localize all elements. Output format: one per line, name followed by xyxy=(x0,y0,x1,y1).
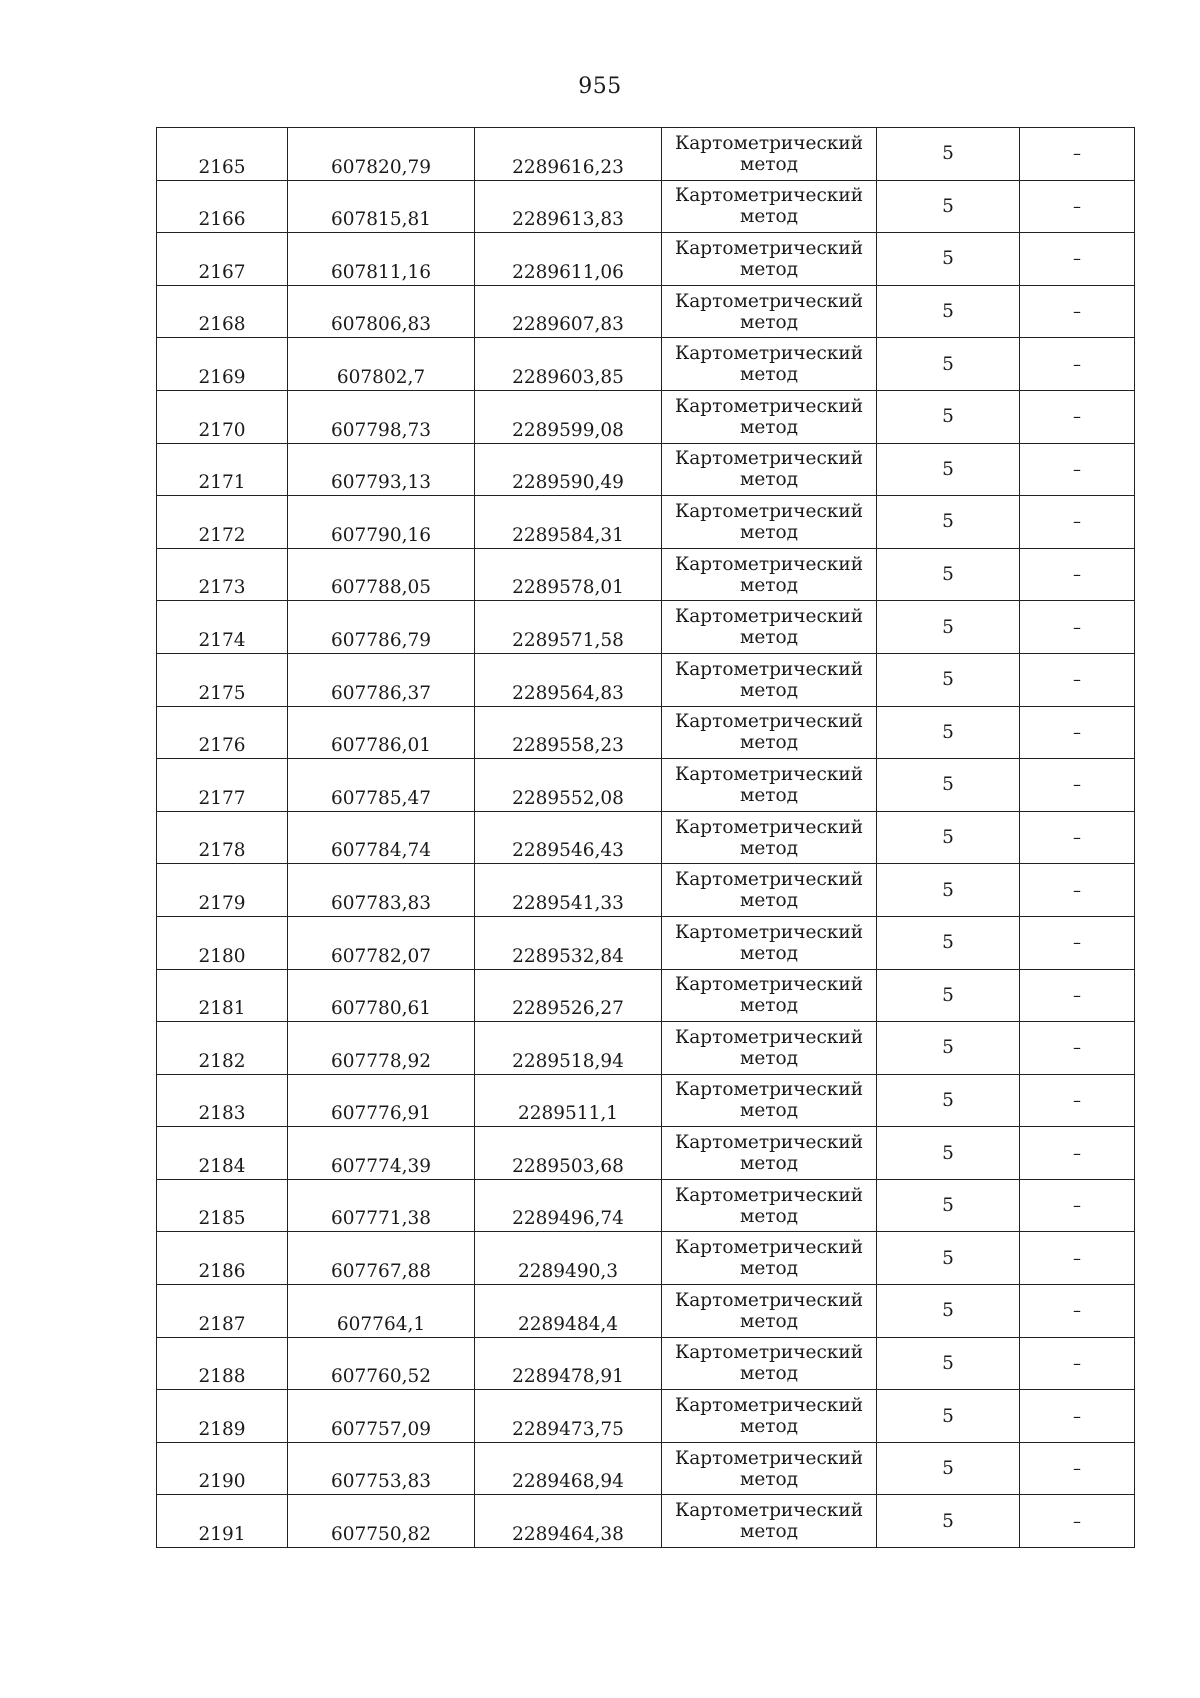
method-cell xyxy=(662,601,877,654)
point-number-cell: 2171 xyxy=(157,443,288,496)
y-coordinate-cell: 2289473,75 xyxy=(475,1390,662,1443)
accuracy-cell: 5 xyxy=(877,1442,1020,1495)
method-line2: метод xyxy=(739,574,799,596)
note-cell: – xyxy=(1020,916,1135,969)
method-line1: Картометрический xyxy=(674,500,864,522)
x-coordinate-cell: 607786,79 xyxy=(288,601,475,654)
table-row xyxy=(157,1022,1135,1075)
y-coordinate-cell: 2289599,08 xyxy=(475,390,662,443)
point-number-cell: 2185 xyxy=(157,1179,288,1232)
accuracy-cell: 5 xyxy=(877,1495,1020,1548)
method-cell xyxy=(662,969,877,1022)
x-coordinate-cell: 607760,52 xyxy=(288,1337,475,1390)
method-line1: Картометрический xyxy=(674,1289,864,1311)
method-cell xyxy=(662,864,877,917)
y-coordinate-cell: 2289546,43 xyxy=(475,811,662,864)
method-cell xyxy=(662,1285,877,1338)
x-coordinate-cell: 607780,61 xyxy=(288,969,475,1022)
table-row xyxy=(157,864,1135,917)
accuracy-cell: 5 xyxy=(877,1390,1020,1443)
method-line2: метод xyxy=(739,416,799,438)
method-cell xyxy=(662,1337,877,1390)
note-cell: – xyxy=(1020,1232,1135,1285)
accuracy-cell: 5 xyxy=(877,285,1020,338)
point-number-cell: 2183 xyxy=(157,1074,288,1127)
method-line2: метод xyxy=(739,153,799,175)
note-cell: – xyxy=(1020,338,1135,391)
note-cell: – xyxy=(1020,969,1135,1022)
y-coordinate-cell: 2289464,38 xyxy=(475,1495,662,1548)
method-line2: метод xyxy=(739,258,799,280)
method-line2: метод xyxy=(739,627,799,649)
note-cell: – xyxy=(1020,496,1135,549)
x-coordinate-cell: 607788,05 xyxy=(288,548,475,601)
y-coordinate-cell: 2289511,1 xyxy=(475,1074,662,1127)
table-row xyxy=(157,1442,1135,1495)
x-coordinate-cell: 607785,47 xyxy=(288,759,475,812)
accuracy-cell: 5 xyxy=(877,496,1020,549)
point-number-cell: 2177 xyxy=(157,759,288,812)
point-number-cell: 2174 xyxy=(157,601,288,654)
method-cell xyxy=(662,390,877,443)
point-number-cell: 2191 xyxy=(157,1495,288,1548)
accuracy-cell: 5 xyxy=(877,1285,1020,1338)
method-line1: Картометрический xyxy=(674,1026,864,1048)
method-cell xyxy=(662,653,877,706)
y-coordinate-cell: 2289616,23 xyxy=(475,128,662,181)
note-cell: – xyxy=(1020,1495,1135,1548)
method-line2: метод xyxy=(739,1205,799,1227)
method-cell xyxy=(662,1495,877,1548)
accuracy-cell: 5 xyxy=(877,338,1020,391)
method-line2: метод xyxy=(739,311,799,333)
method-cell xyxy=(662,1074,877,1127)
method-line1: Картометрический xyxy=(674,553,864,575)
method-line2: метод xyxy=(739,732,799,754)
method-line1: Картометрический xyxy=(674,658,864,680)
method-line2: метод xyxy=(739,1416,799,1438)
method-cell xyxy=(662,1390,877,1443)
method-cell xyxy=(662,548,877,601)
point-number-cell: 2187 xyxy=(157,1285,288,1338)
method-line1: Картометрический xyxy=(674,395,864,417)
method-line1: Картометрический xyxy=(674,343,864,365)
method-line2: метод xyxy=(739,784,799,806)
method-line1: Картометрический xyxy=(674,1395,864,1417)
y-coordinate-cell: 2289478,91 xyxy=(475,1337,662,1390)
accuracy-cell: 5 xyxy=(877,759,1020,812)
accuracy-cell: 5 xyxy=(877,390,1020,443)
accuracy-cell: 5 xyxy=(877,180,1020,233)
accuracy-cell: 5 xyxy=(877,548,1020,601)
coordinates-table xyxy=(156,127,1135,1548)
x-coordinate-cell: 607764,1 xyxy=(288,1285,475,1338)
method-cell xyxy=(662,496,877,549)
method-line1: Картометрический xyxy=(674,763,864,785)
x-coordinate-cell: 607786,37 xyxy=(288,653,475,706)
method-cell xyxy=(662,1022,877,1075)
method-cell xyxy=(662,180,877,233)
accuracy-cell: 5 xyxy=(877,1127,1020,1180)
table-row xyxy=(157,443,1135,496)
x-coordinate-cell: 607798,73 xyxy=(288,390,475,443)
x-coordinate-cell: 607767,88 xyxy=(288,1232,475,1285)
accuracy-cell: 5 xyxy=(877,1232,1020,1285)
method-cell xyxy=(662,128,877,181)
y-coordinate-cell: 2289484,4 xyxy=(475,1285,662,1338)
point-number-cell: 2165 xyxy=(157,128,288,181)
method-line2: метод xyxy=(739,1468,799,1490)
table-row xyxy=(157,811,1135,864)
method-line1: Картометрический xyxy=(674,816,864,838)
method-cell xyxy=(662,233,877,286)
y-coordinate-cell: 2289541,33 xyxy=(475,864,662,917)
accuracy-cell: 5 xyxy=(877,916,1020,969)
point-number-cell: 2179 xyxy=(157,864,288,917)
x-coordinate-cell: 607802,7 xyxy=(288,338,475,391)
point-number-cell: 2172 xyxy=(157,496,288,549)
method-line1: Картометрический xyxy=(674,1342,864,1364)
note-cell: – xyxy=(1020,864,1135,917)
method-line2: метод xyxy=(739,1100,799,1122)
y-coordinate-cell: 2289613,83 xyxy=(475,180,662,233)
point-number-cell: 2188 xyxy=(157,1337,288,1390)
table-row xyxy=(157,601,1135,654)
x-coordinate-cell: 607783,83 xyxy=(288,864,475,917)
x-coordinate-cell: 607815,81 xyxy=(288,180,475,233)
y-coordinate-cell: 2289571,58 xyxy=(475,601,662,654)
x-coordinate-cell: 607771,38 xyxy=(288,1179,475,1232)
accuracy-cell: 5 xyxy=(877,1179,1020,1232)
table-row xyxy=(157,496,1135,549)
table-row xyxy=(157,706,1135,759)
method-cell xyxy=(662,443,877,496)
table-row xyxy=(157,1337,1135,1390)
point-number-cell: 2176 xyxy=(157,706,288,759)
method-line1: Картометрический xyxy=(674,290,864,312)
x-coordinate-cell: 607793,13 xyxy=(288,443,475,496)
y-coordinate-cell: 2289526,27 xyxy=(475,969,662,1022)
note-cell: – xyxy=(1020,285,1135,338)
method-cell xyxy=(662,1179,877,1232)
method-line1: Картометрический xyxy=(674,448,864,470)
x-coordinate-cell: 607776,91 xyxy=(288,1074,475,1127)
method-cell xyxy=(662,759,877,812)
table-row xyxy=(157,548,1135,601)
y-coordinate-cell: 2289490,3 xyxy=(475,1232,662,1285)
accuracy-cell: 5 xyxy=(877,1022,1020,1075)
table-row xyxy=(157,969,1135,1022)
method-cell xyxy=(662,1232,877,1285)
point-number-cell: 2190 xyxy=(157,1442,288,1495)
table-row xyxy=(157,759,1135,812)
table-row xyxy=(157,1179,1135,1232)
method-line1: Картометрический xyxy=(674,606,864,628)
accuracy-cell: 5 xyxy=(877,969,1020,1022)
method-line1: Картометрический xyxy=(674,1500,864,1522)
method-line2: метод xyxy=(739,1521,799,1543)
table-row xyxy=(157,338,1135,391)
note-cell: – xyxy=(1020,443,1135,496)
note-cell: – xyxy=(1020,1074,1135,1127)
note-cell: – xyxy=(1020,1127,1135,1180)
method-cell xyxy=(662,285,877,338)
table-row xyxy=(157,128,1135,181)
method-line2: метод xyxy=(739,1153,799,1175)
coordinates-table-body xyxy=(157,128,1135,1548)
note-cell: – xyxy=(1020,653,1135,706)
y-coordinate-cell: 2289518,94 xyxy=(475,1022,662,1075)
y-coordinate-cell: 2289532,84 xyxy=(475,916,662,969)
method-line2: метод xyxy=(739,942,799,964)
method-line2: метод xyxy=(739,521,799,543)
table-row xyxy=(157,916,1135,969)
point-number-cell: 2175 xyxy=(157,653,288,706)
accuracy-cell: 5 xyxy=(877,864,1020,917)
method-cell xyxy=(662,811,877,864)
method-line2: метод xyxy=(739,1310,799,1332)
method-cell xyxy=(662,338,877,391)
x-coordinate-cell: 607778,92 xyxy=(288,1022,475,1075)
method-cell xyxy=(662,916,877,969)
x-coordinate-cell: 607784,74 xyxy=(288,811,475,864)
method-line1: Картометрический xyxy=(674,1132,864,1154)
note-cell: – xyxy=(1020,1022,1135,1075)
y-coordinate-cell: 2289496,74 xyxy=(475,1179,662,1232)
accuracy-cell: 5 xyxy=(877,128,1020,181)
x-coordinate-cell: 607750,82 xyxy=(288,1495,475,1548)
x-coordinate-cell: 607757,09 xyxy=(288,1390,475,1443)
point-number-cell: 2186 xyxy=(157,1232,288,1285)
point-number-cell: 2181 xyxy=(157,969,288,1022)
accuracy-cell: 5 xyxy=(877,601,1020,654)
y-coordinate-cell: 2289558,23 xyxy=(475,706,662,759)
accuracy-cell: 5 xyxy=(877,233,1020,286)
point-number-cell: 2170 xyxy=(157,390,288,443)
method-line1: Картометрический xyxy=(674,1447,864,1469)
note-cell: – xyxy=(1020,128,1135,181)
accuracy-cell: 5 xyxy=(877,706,1020,759)
x-coordinate-cell: 607790,16 xyxy=(288,496,475,549)
note-cell: – xyxy=(1020,1285,1135,1338)
y-coordinate-cell: 2289564,83 xyxy=(475,653,662,706)
accuracy-cell: 5 xyxy=(877,443,1020,496)
accuracy-cell: 5 xyxy=(877,811,1020,864)
accuracy-cell: 5 xyxy=(877,1074,1020,1127)
method-line2: метод xyxy=(739,1258,799,1280)
table-row xyxy=(157,1495,1135,1548)
method-line2: метод xyxy=(739,679,799,701)
x-coordinate-cell: 607782,07 xyxy=(288,916,475,969)
table-row xyxy=(157,180,1135,233)
method-line2: метод xyxy=(739,890,799,912)
y-coordinate-cell: 2289584,31 xyxy=(475,496,662,549)
point-number-cell: 2184 xyxy=(157,1127,288,1180)
method-cell xyxy=(662,1442,877,1495)
point-number-cell: 2178 xyxy=(157,811,288,864)
method-line2: метод xyxy=(739,1363,799,1385)
table-row xyxy=(157,390,1135,443)
method-line1: Картометрический xyxy=(674,185,864,207)
method-line1: Картометрический xyxy=(674,711,864,733)
note-cell: – xyxy=(1020,811,1135,864)
x-coordinate-cell: 607753,83 xyxy=(288,1442,475,1495)
table-row xyxy=(157,1127,1135,1180)
note-cell: – xyxy=(1020,1442,1135,1495)
y-coordinate-cell: 2289590,49 xyxy=(475,443,662,496)
y-coordinate-cell: 2289607,83 xyxy=(475,285,662,338)
method-line1: Картометрический xyxy=(674,869,864,891)
method-line1: Картометрический xyxy=(674,1079,864,1101)
table-row xyxy=(157,653,1135,706)
point-number-cell: 2169 xyxy=(157,338,288,391)
point-number-cell: 2182 xyxy=(157,1022,288,1075)
table-row xyxy=(157,1232,1135,1285)
note-cell: – xyxy=(1020,390,1135,443)
x-coordinate-cell: 607774,39 xyxy=(288,1127,475,1180)
x-coordinate-cell: 607806,83 xyxy=(288,285,475,338)
method-line2: метод xyxy=(739,206,799,228)
x-coordinate-cell: 607820,79 xyxy=(288,128,475,181)
accuracy-cell: 5 xyxy=(877,1337,1020,1390)
point-number-cell: 2180 xyxy=(157,916,288,969)
method-line2: метод xyxy=(739,837,799,859)
point-number-cell: 2173 xyxy=(157,548,288,601)
method-line1: Картометрический xyxy=(674,1237,864,1259)
x-coordinate-cell: 607786,01 xyxy=(288,706,475,759)
method-line2: метод xyxy=(739,469,799,491)
point-number-cell: 2167 xyxy=(157,233,288,286)
y-coordinate-cell: 2289468,94 xyxy=(475,1442,662,1495)
table-row xyxy=(157,285,1135,338)
method-line1: Картометрический xyxy=(674,237,864,259)
accuracy-cell: 5 xyxy=(877,653,1020,706)
note-cell: – xyxy=(1020,233,1135,286)
y-coordinate-cell: 2289503,68 xyxy=(475,1127,662,1180)
note-cell: – xyxy=(1020,601,1135,654)
method-line1: Картометрический xyxy=(674,1184,864,1206)
table-row xyxy=(157,1285,1135,1338)
note-cell: – xyxy=(1020,1390,1135,1443)
note-cell: – xyxy=(1020,706,1135,759)
method-cell xyxy=(662,706,877,759)
y-coordinate-cell: 2289552,08 xyxy=(475,759,662,812)
page-number: 955 xyxy=(578,74,622,99)
table-row xyxy=(157,233,1135,286)
method-line2: метод xyxy=(739,1047,799,1069)
y-coordinate-cell: 2289578,01 xyxy=(475,548,662,601)
note-cell: – xyxy=(1020,1179,1135,1232)
note-cell: – xyxy=(1020,759,1135,812)
method-line1: Картометрический xyxy=(674,132,864,154)
method-cell xyxy=(662,1127,877,1180)
method-line1: Картометрический xyxy=(674,974,864,996)
point-number-cell: 2166 xyxy=(157,180,288,233)
note-cell: – xyxy=(1020,548,1135,601)
y-coordinate-cell: 2289603,85 xyxy=(475,338,662,391)
method-line2: метод xyxy=(739,995,799,1017)
note-cell: – xyxy=(1020,180,1135,233)
y-coordinate-cell: 2289611,06 xyxy=(475,233,662,286)
note-cell: – xyxy=(1020,1337,1135,1390)
method-line1: Картометрический xyxy=(674,921,864,943)
method-line2: метод xyxy=(739,364,799,386)
table-row xyxy=(157,1074,1135,1127)
point-number-cell: 2168 xyxy=(157,285,288,338)
point-number-cell: 2189 xyxy=(157,1390,288,1443)
x-coordinate-cell: 607811,16 xyxy=(288,233,475,286)
table-row xyxy=(157,1390,1135,1443)
